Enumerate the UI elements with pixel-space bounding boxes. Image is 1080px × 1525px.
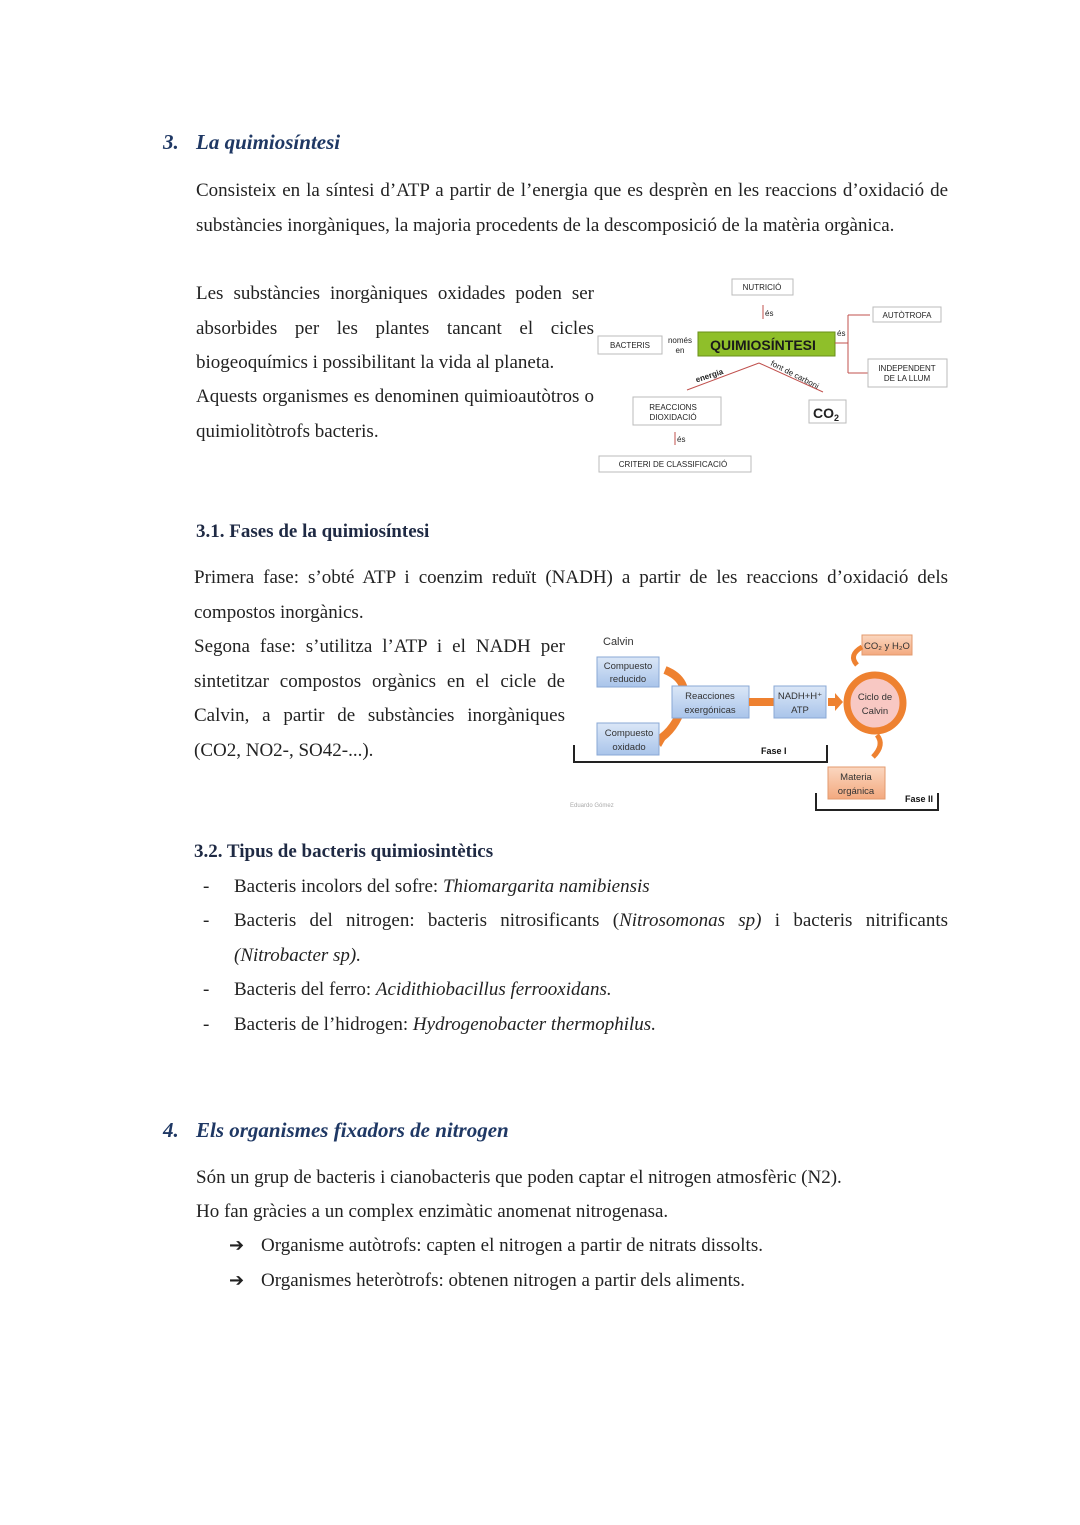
quimiosintesi-concept-map xyxy=(595,275,955,475)
node-quimiosintesi: QUIMIOSÍNTESI xyxy=(710,337,816,353)
label-en: en xyxy=(675,346,685,355)
section-number: 4. xyxy=(163,1118,179,1142)
credit: Eduardo Gómez xyxy=(570,803,614,809)
section-title: La quimiosíntesi xyxy=(196,130,341,154)
node-compuesto-oxidado: Compuesto xyxy=(604,728,654,739)
node-criteri: CRITERI DE CLASSIFICACIÓ xyxy=(618,460,728,469)
svg-text:Calvin: Calvin xyxy=(861,706,889,717)
node-independent: INDEPENDENT xyxy=(878,364,936,373)
label-calvin: Calvin xyxy=(603,636,634,648)
svg-text:orgánica: orgánica xyxy=(837,786,875,797)
node-reacciones-exergonicas: Reacciones xyxy=(685,691,735,702)
list-item: - Bacteris del ferro: Acidithiobacillus ferrooxidans. xyxy=(203,979,612,1000)
label-energia: energia xyxy=(694,367,725,385)
node-materia-organica: Materia xyxy=(840,772,872,783)
bullet-item: ➔ Organisme autòtrofs: capten el nitrogen a partir de nitrats dissolts. xyxy=(261,1229,763,1264)
svg-text:ATP: ATP xyxy=(791,705,809,716)
bullet-item: ➔ Organismes heteròtrofs: obtenen nitrogen a partir dels aliments. xyxy=(261,1264,745,1299)
list-item: - Bacteris incolors del sofre: Thiomargarita namibiensis xyxy=(203,876,650,897)
node-nutricio: NUTRICIÓ xyxy=(742,283,782,292)
label-es: és xyxy=(765,309,774,318)
svg-text:és: és xyxy=(677,435,686,444)
section-3-paragraph-3: Aquests organismes es denominen quimioautòtros o quimiolitòtrofs bacteris. xyxy=(196,386,594,442)
section-3-2-heading: 3.2. Tipus de bacteris quimiosintètics xyxy=(194,841,494,862)
svg-text:DIOXIDACIÓ: DIOXIDACIÓ xyxy=(649,413,697,422)
list-item: - Bacteris del nitrogen: bacteris nitrosificants (Nitrosomonas sp) i bacteris nitrificants (Nitrobacter sp). xyxy=(203,910,948,966)
node-nadh-atp: NADH+H⁺ xyxy=(777,691,823,702)
section-3-paragraph-2: Les substàncies inorgàniques oxidades poden ser absorbides per les plantes tancant el cicles biogeoquímics i possibilitant la vida al planeta. xyxy=(196,283,594,373)
node-bacteris: BACTERIS xyxy=(609,341,651,350)
section-3-paragraph-1: Consisteix en la síntesi d’ATP a partir de l’energia que es desprèn en les reaccions d’oxidació de substàncies inorgàniques, la majoria procedents de la descomposició de la matèria orgànica. xyxy=(196,180,948,236)
node-compuesto-reducido: Compuesto xyxy=(603,661,653,672)
list-item: - Bacteris de l’hidrogen: Hydrogenobacter thermophilus. xyxy=(203,1014,656,1035)
section-4-paragraph-2: Ho fan gràcies a un complex enzimàtic anomenat nitrogenasa. xyxy=(196,1201,669,1222)
arrow-icon: ➔ xyxy=(229,1235,245,1256)
node-co2-h2o: CO₂ y H₂O xyxy=(864,641,910,652)
node-autotrofa: AUTÒTROFA xyxy=(882,311,932,320)
arrow-icon: ➔ xyxy=(229,1270,245,1291)
section-3-1-paragraph-2: Segona fase: s’utilitza l’ATP i el NADH per sintetitzar compostos orgànics en el cicle de Calvin, a partir de substàncies inorgàniques (CO2, NO2-, SO42-...). xyxy=(194,636,565,761)
label-fase-1: Fase I xyxy=(761,746,787,756)
section-4-heading xyxy=(163,1118,509,1143)
node-co2: $CO_2$ xyxy=(813,405,840,423)
section-4-paragraph-1: Són un grup de bacteris i cianobacteris que poden captar el nitrogen atmosfèric (N2). xyxy=(196,1167,842,1188)
section-number: 3. xyxy=(163,130,179,154)
svg-text:DE LA LLUM: DE LA LLUM xyxy=(883,374,931,383)
section-title: Els organismes fixadors de nitrogen xyxy=(196,1118,509,1142)
chemosynthesis-phases-diagram xyxy=(565,625,950,820)
node-reaccions: REACCIONS xyxy=(649,403,697,412)
label-fase-2: Fase II xyxy=(905,794,934,804)
label-nomes: només xyxy=(667,336,693,345)
svg-text:oxidado: oxidado xyxy=(612,742,646,753)
svg-text:reducido: reducido xyxy=(609,674,647,685)
section-3-heading xyxy=(163,130,340,155)
section-3-1-heading: 3.1. Fases de la quimiosíntesi xyxy=(196,521,430,542)
node-ciclo-de-calvin: Ciclo de xyxy=(857,692,893,703)
section-3-1-paragraph-1: Primera fase: s’obté ATP i coenzim reduït (NADH) a partir de les reaccions d’oxidació dels compostos inorgànics. xyxy=(194,567,948,623)
label-es-2: és xyxy=(837,329,846,338)
svg-text:exergónicas: exergónicas xyxy=(684,705,736,716)
label-font-de-carboni: font de carboni xyxy=(769,358,821,391)
